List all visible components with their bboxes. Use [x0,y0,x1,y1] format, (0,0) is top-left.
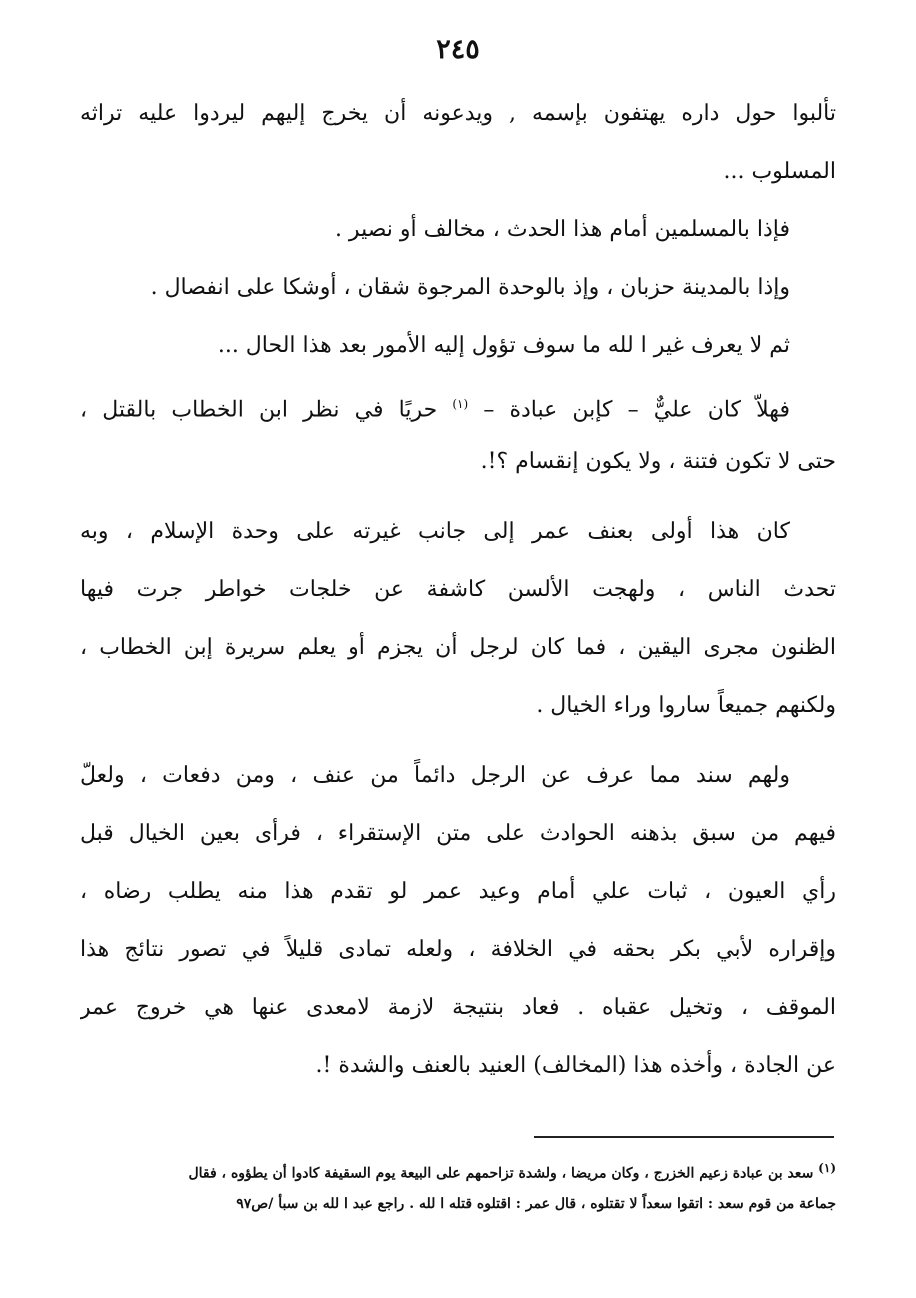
text-line: حتى لا تكون فتنة ، ولا يكون إنقسام ؟!. [480,449,836,474]
footnote-marker: (١) [818,1161,836,1175]
page-number: ٢٤٥ [436,34,480,65]
text-line: رأي العيون ، ثبات علي أمام وعيد عمر لو تقدم هذا منه يطلب رضاه ، [80,879,836,904]
text-line: وإقراره لأبي بكر بحقه في الخلافة ، ولعله تمادى قليلاً في تصور نتائج هذا [80,937,836,962]
text-line: ولهم سند مما عرف عن الرجل دائماً من عنف ، ومن دفعات ، ولعلّ [80,763,790,788]
text-line: تألبوا حول داره يهتفون بإسمه , ويدعونه أن يخرج إليهم ليردوا عليه تراثه [80,101,836,126]
footnote-divider [534,1136,834,1138]
text-fragment: حريًا في نظر ابن الخطاب بالقتل ، [80,397,438,423]
text-line: فيهم من سبق بذهنه الحوادث على متن الإستقراء ، فرأى بعين الخيال قبل [80,821,836,846]
text-line [80,375,836,433]
main-text [80,85,836,1095]
footnote [82,1150,836,1222]
text-line: المسلوب ... [723,159,836,184]
text-line: وإذا بالمدينة حزبان ، وإذ بالوحدة المرجوة شقان ، أوشكا على انفصال . [150,275,790,300]
text-line: عن الجادة ، وأخذه هذا (المخالف) العنيد بالعنف والشدة !. [315,1053,836,1078]
footnote-line: جماعة من قوم سعد : اتقوا سعداً لا تقتلوه ، قال عمر : اقتلوه قتله ا لله . راجع عبد ا لله بن سبأ /ص٩٧ [236,1196,836,1212]
text-line: فإذا بالمسلمين أمام هذا الحدث ، مخالف أو نصير . [334,217,790,242]
footnote-reference: (١) [452,397,469,411]
text-line: الظنون مجرى اليقين ، فما كان لرجل أن يجزم أو يعلم سريرة إبن الخطاب ، [80,635,836,660]
paragraph-gap [80,491,836,503]
text-line: ثم لا يعرف غير ا لله ما سوف تؤول إليه الأمور بعد هذا الحال ... [217,333,790,358]
paragraph-gap [80,735,836,747]
text-line: تحدث الناس ، ولهجت الألسن كاشفة عن خلجات خواطر جرت فيها [80,577,836,602]
text-line: الموقف ، وتخيل عقباه . فعاد بنتيجة لازمة لامعدى عنها هي خروج عمر [80,995,836,1020]
text-fragment: فهلاّ كان عليٌّ – كإبن عبادة – [483,397,790,423]
footnote-line [82,1150,836,1186]
text-line: كان هذا أولى بعنف عمر إلى جانب غيرته على وحدة الإسلام ، وبه [80,519,790,544]
text-line: ولكنهم جميعاً ساروا وراء الخيال . [536,693,836,718]
footnote-text: سعد بن عبادة زعيم الخزرج ، وكان مريضا ، ولشدة تزاحمهم على البيعة يوم السقيفة كادوا أن يطؤوه ، فقال [188,1165,814,1182]
